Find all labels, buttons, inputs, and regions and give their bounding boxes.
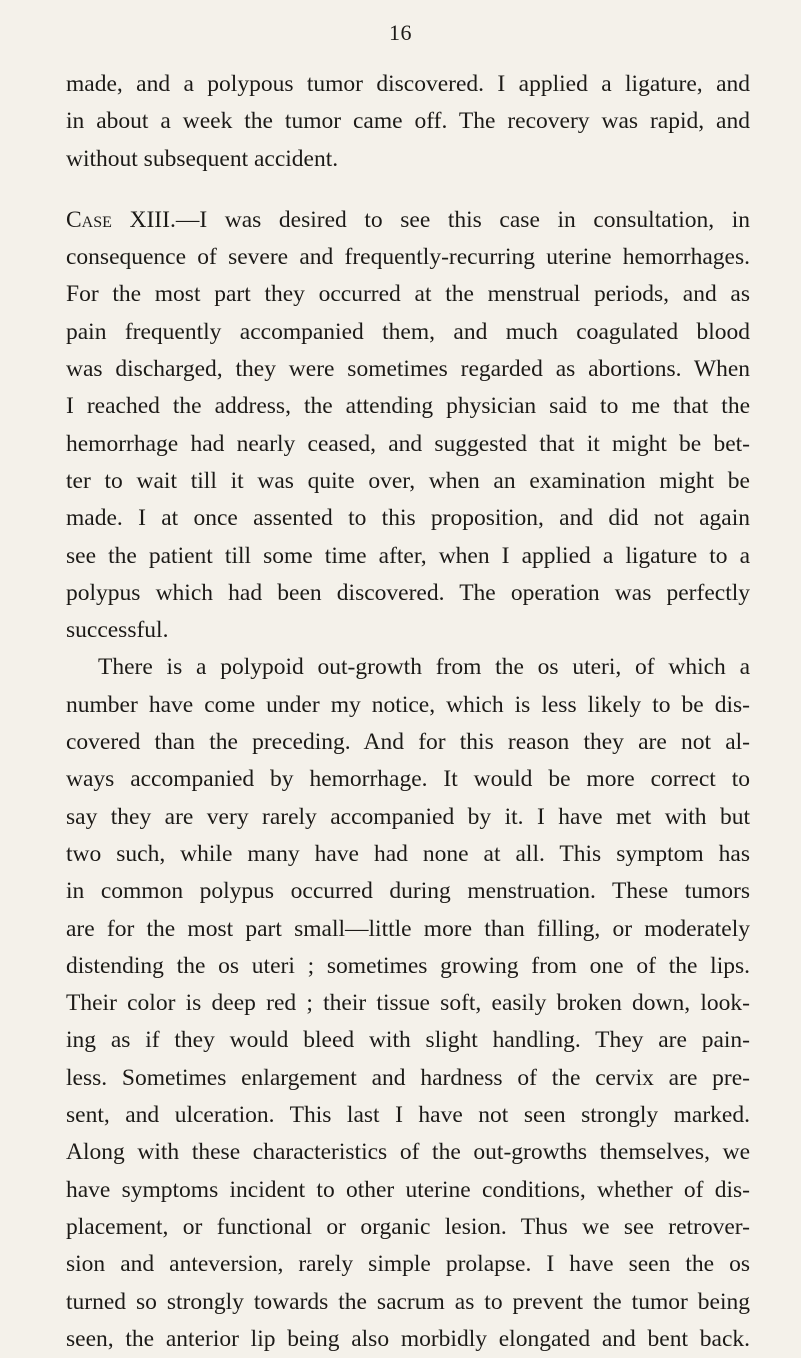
text-line: say they are very rarely accompanied by it. I have met with but bbox=[66, 803, 750, 830]
case-heading-rest: XIII.—I was desired to see this case in consultation, in bbox=[111, 206, 750, 233]
text-line: sion and anteversion, rarely simple prolapse. I have seen the os bbox=[66, 1251, 750, 1278]
text-line: consequence of severe and frequently-recurring uterine hemorrhages. bbox=[66, 244, 750, 271]
text-line: turned so strongly towards the sacrum as to prevent the tumor being bbox=[66, 1288, 750, 1315]
text-line: ways accompanied by hemorrhage. It would be more correct to bbox=[66, 766, 750, 793]
text-line: less. Sometimes enlargement and hardness of the cervix are pre- bbox=[66, 1064, 750, 1091]
text-line: made. I at once assented to this proposition, and did not again bbox=[66, 505, 750, 532]
text-line: sent, and ulceration. This last I have not seen strongly marked. bbox=[66, 1102, 750, 1129]
case-heading-line bbox=[66, 202, 750, 239]
paragraph-case-xiii bbox=[66, 202, 750, 650]
text-line: in about a week the tumor came off. The recovery was rapid, and bbox=[66, 108, 750, 135]
text-line: are for the most part small—little more than filling, or moderately bbox=[66, 915, 750, 942]
text-line: without subsequent accident. bbox=[66, 145, 339, 172]
text-line: I reached the address, the attending physician said to me that the bbox=[66, 393, 750, 420]
text-line: made, and a polypous tumor discovered. I applied a ligature, and bbox=[66, 71, 750, 97]
text-line: hemorrhage had nearly ceased, and suggested that it might be bet- bbox=[66, 430, 750, 457]
text-line: was discharged, they were sometimes regarded as abortions. When bbox=[66, 356, 750, 383]
page-number: 16 bbox=[389, 20, 412, 45]
paragraph-1 bbox=[66, 66, 750, 178]
text-line: For the most part they occurred at the menstrual periods, and as bbox=[66, 281, 750, 308]
text-line: have symptoms incident to other uterine conditions, whether of dis- bbox=[66, 1176, 750, 1203]
text-line: see the patient till some time after, when I applied a ligature to a bbox=[66, 542, 750, 569]
text-line: polypus which had been discovered. The operation was perfectly bbox=[66, 579, 750, 606]
text-line: Their color is deep red ; their tissue soft, easily broken down, look- bbox=[66, 990, 750, 1017]
paragraph-gap bbox=[66, 178, 750, 202]
paragraph-3 bbox=[66, 649, 750, 1358]
text-line: ing as if they would bleed with slight handling. They are pain- bbox=[66, 1027, 750, 1054]
text-line: in common polypus occurred during menstruation. These tumors bbox=[66, 878, 750, 905]
text-line: There is a polypoid out-growth from the os uteri, of which a bbox=[98, 654, 750, 681]
text-line: covered than the preceding. And for this reason they are not al- bbox=[66, 729, 750, 756]
text-line: placement, or functional or organic lesion. Thus we see retrover- bbox=[66, 1213, 750, 1240]
body-text bbox=[66, 66, 750, 1358]
text-line: ter to wait till it was quite over, when an examination might be bbox=[66, 467, 750, 494]
text-line: Along with these characteristics of the out-growths themselves, we bbox=[66, 1139, 750, 1166]
text-line: number have come under my notice, which is less likely to be dis- bbox=[66, 691, 750, 718]
text-line: distending the os uteri ; sometimes growing from one of the lips. bbox=[66, 952, 750, 979]
text-line: two such, while many have had none at all. This symptom has bbox=[66, 840, 750, 867]
text-line: seen, the anterior lip being also morbidly elongated and bent back. bbox=[66, 1325, 750, 1352]
text-line: successful. bbox=[66, 617, 169, 644]
case-label: Case bbox=[66, 206, 112, 233]
text-line: pain frequently accompanied them, and much coagulated blood bbox=[66, 318, 750, 345]
